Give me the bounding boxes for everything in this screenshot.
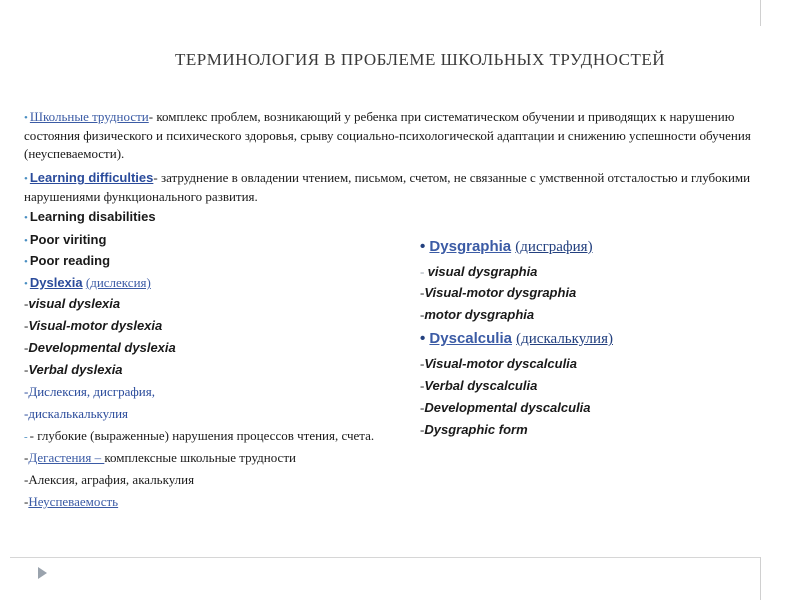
list-item-underachievement: -Неуспеваемость [24,494,119,509]
list-item: -Visual-motor dysgraphia [420,285,577,300]
definition-school-difficulties [24,108,764,163]
list-item: -Verbal dyslexia [24,362,123,377]
definition-learning-difficulties [24,169,764,206]
bullet-icon: • [24,212,28,224]
term-link-degastenia[interactable]: Дегастения – [28,450,105,465]
bullet-icon: - [24,431,28,443]
list-item-dysgraphia [420,238,593,256]
list-item: -Алексия, аграфия, акалькулия [24,472,195,487]
bullet-icon: • [24,278,28,290]
list-item: -Dysgraphic form [420,422,528,437]
definition-text: - комплекс проблем, возникающий у ребенка при систематическом обучении и приводящих к нарушению состояния физического и психического здоровья, срыву социально-психологической адаптации и снижению успешности обучения (неуспеваемости). [24,109,751,161]
list-item: - visual dysgraphia [420,264,538,279]
bullet-icon: • [24,256,28,268]
term-link-dyslexia[interactable]: Dyslexia [29,275,83,290]
list-item: -Дислексия, дисграфия, [24,384,155,399]
term-link-underachievement[interactable]: Неуспеваемость [28,494,119,509]
term-link-dyslexia-ru[interactable]: (дислексия) [85,275,151,290]
list-item: • Poor viriting [24,232,107,247]
dyscalculia-heading[interactable]: • Dyscalculia (дискалькулия) [420,330,613,347]
list-item: -Visual-motor dyslexia [24,318,163,333]
dysgraphia-heading[interactable]: • Dysgraphia (дисграфия) [420,238,593,255]
bullet-icon: • [24,173,28,185]
term-link-learning-difficulties[interactable]: Learning difficulties [29,170,154,185]
list-item-degastenia: -Дегастения – комплексные школьные трудности [24,450,296,465]
list-item: -Verbal dyscalculia [420,378,538,393]
list-item: -visual dyslexia [24,296,121,311]
list-item: -Visual-motor dyscalculia [420,356,578,371]
bullet-icon: • [24,235,28,247]
frame-corner-top [760,0,761,26]
list-item: • Learning disabilities [24,209,156,224]
list-item: - - глубокие (выраженные) нарушения процессов чтения, счета. [24,428,375,443]
definition-text: - затруднение в овладении чтением, письмом, счетом, не связанные с умственной отсталостью и глубокими нарушениями функционального развития. [24,170,751,204]
bullet-icon: • [24,112,28,124]
frame-bottom-divider [10,557,760,558]
list-item: -дискалькалькулия [24,406,129,421]
list-item-dyslexia [24,274,151,293]
frame-corner-bottom [760,557,761,600]
play-arrow-icon[interactable] [38,567,47,579]
list-item: -Developmental dyslexia [24,340,176,355]
list-item: • Poor reading [24,253,111,268]
list-item: -motor dysgraphia [420,307,535,322]
term-link-school-difficulties[interactable]: Школьные трудности [29,109,149,124]
slide-title: ТЕРМИНОЛОГИЯ В ПРОБЛЕМЕ ШКОЛЬНЫХ ТРУДНОСТЕЙ [174,50,666,69]
list-item: -Developmental dyscalculia [420,400,591,415]
list-item-dyscalculia [420,330,613,348]
